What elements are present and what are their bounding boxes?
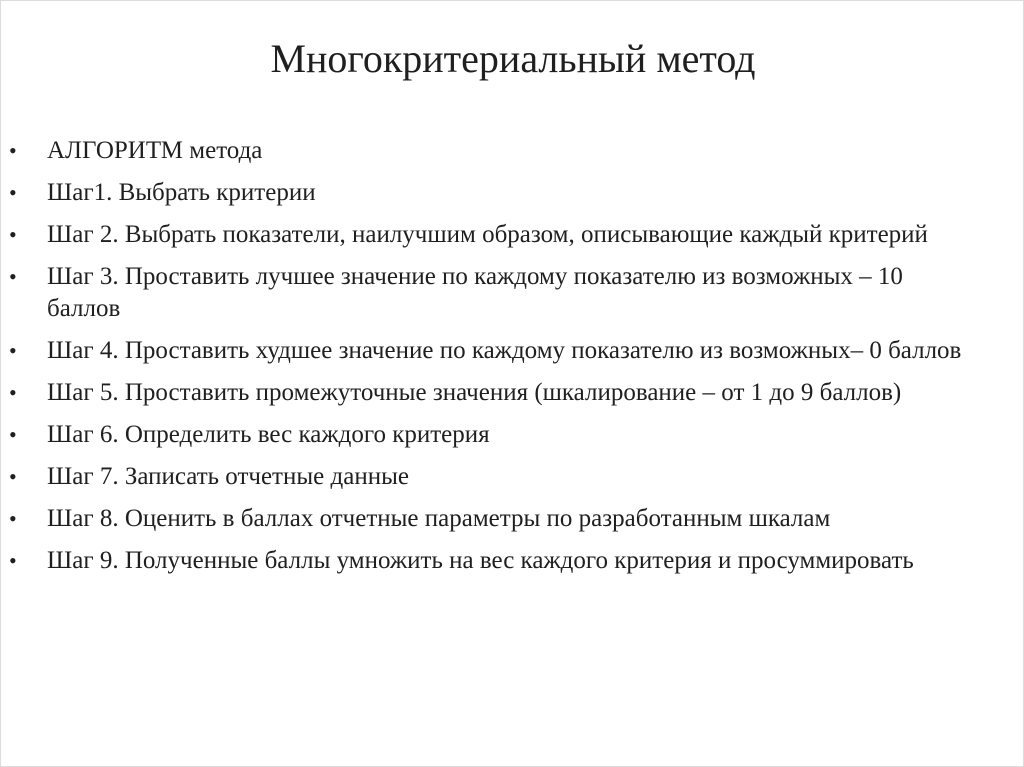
list-item [1, 377, 1024, 409]
list-item [1, 177, 1024, 209]
list-item [1, 545, 1024, 577]
bullet-icon: • [9, 464, 17, 489]
list-item [1, 219, 1024, 251]
slide-title: Многокритериальный метод [270, 36, 756, 81]
bullet-icon: • [9, 422, 17, 447]
list-item-text: Шаг 7. Записать отчетные данные [47, 463, 409, 490]
list-item [1, 135, 1024, 167]
list-item [1, 419, 1024, 451]
list-item-text: Шаг 2. Выбрать показатели, наилучшим образом, описывающие каждый критерий [47, 221, 928, 248]
list-item-text: Шаг 6. Определить вес каждого критерия [47, 421, 490, 448]
list-item [1, 503, 1024, 535]
bullet-list [1, 135, 1024, 587]
bullet-icon: • [9, 222, 17, 247]
list-item-text: Шаг 8. Оценить в баллах отчетные параметры по разработанным шкалам [47, 505, 831, 532]
bullet-icon: • [9, 506, 17, 531]
list-item-text: Шаг 3. Проставить лучшее значение по каждому показателю из возможных – 10 баллов [47, 263, 903, 322]
bullet-icon: • [9, 180, 17, 205]
bullet-icon: • [9, 548, 17, 573]
bullet-icon: • [9, 338, 17, 363]
list-item-text: Шаг 5. Проставить промежуточные значения (шкалирование – от 1 до 9 баллов) [47, 379, 902, 406]
list-item [1, 335, 1024, 367]
list-item-text: АЛГОРИТМ метода [47, 137, 263, 164]
list-item-text: Шаг 4. Проставить худшее значение по каждому показателю из возможных– 0 баллов [47, 337, 962, 364]
list-item [1, 261, 1024, 325]
list-item [1, 461, 1024, 493]
list-item-text: Шаг1. Выбрать критерии [47, 179, 316, 206]
bullet-icon: • [9, 138, 17, 163]
bullet-icon: • [9, 264, 17, 289]
bullet-icon: • [9, 380, 17, 405]
list-item-text: Шаг 9. Полученные баллы умножить на вес каждого критерия и просуммировать [47, 547, 914, 574]
